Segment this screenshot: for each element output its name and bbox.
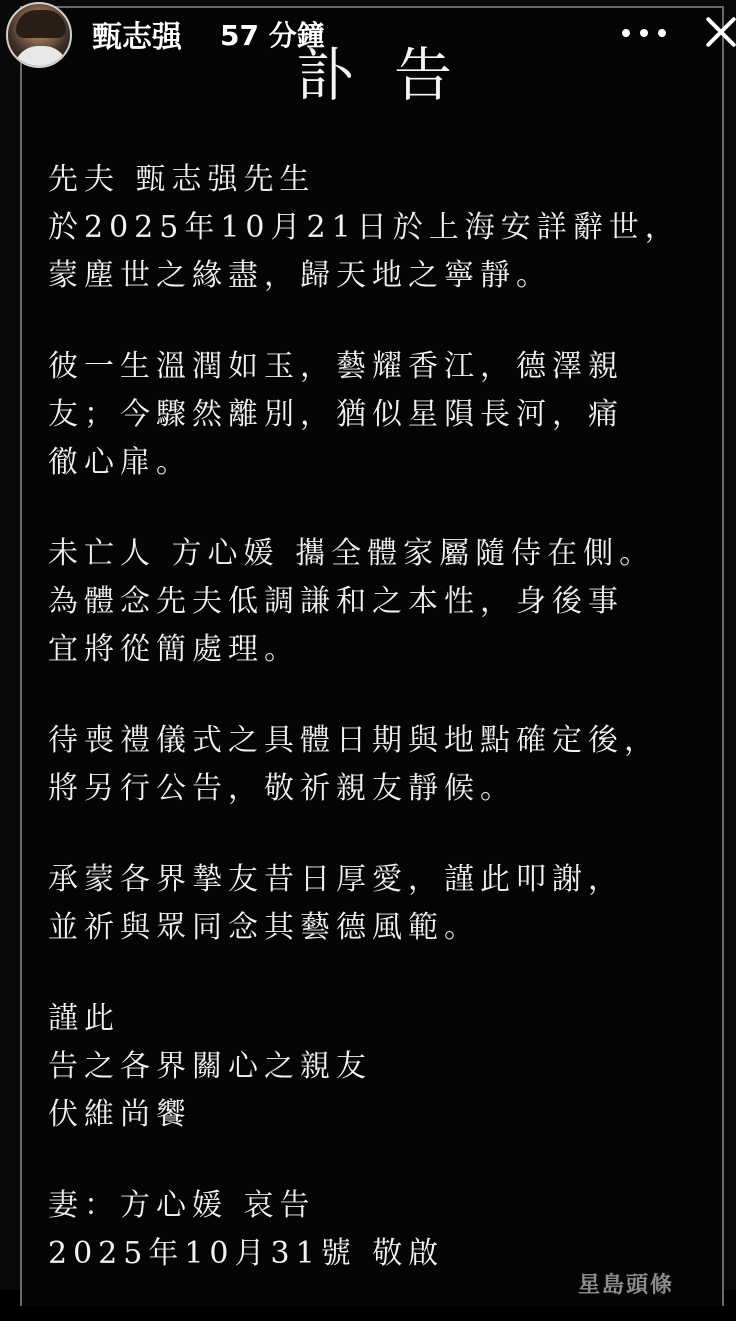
text-line: 妻：方心媛 哀告 xyxy=(48,1188,316,1223)
text-line: 徹心扉。 xyxy=(48,445,192,480)
close-icon[interactable] xyxy=(704,12,736,50)
text-line: 彼一生溫潤如玉，藝耀香江，德澤親 xyxy=(48,349,624,384)
text-line: 於2025年10月21日於上海安詳辭世， xyxy=(48,210,681,245)
text-line: 友；今驟然離別，猶似星隕長河，痛 xyxy=(48,397,624,432)
text-line: 謹此 xyxy=(48,1001,120,1036)
text-line: 2025年10月31號 敬啟 xyxy=(48,1236,445,1271)
post-time: 57 分鐘 xyxy=(220,19,325,52)
paragraph-5 xyxy=(48,856,708,952)
text-line: 宜將從簡處理。 xyxy=(48,632,300,667)
text-line: 蒙塵世之緣盡，歸天地之寧靜。 xyxy=(48,258,552,293)
text-line: 承蒙各界摯友昔日厚愛，謹此叩謝， xyxy=(48,862,624,897)
closing-block xyxy=(48,995,708,1139)
paragraph-1 xyxy=(48,156,708,300)
paragraph-2 xyxy=(48,343,708,487)
dot xyxy=(622,29,630,37)
obituary-notice xyxy=(20,6,724,1306)
text-line: 待喪禮儀式之具體日期與地點確定後， xyxy=(48,723,660,758)
signature-block xyxy=(48,1182,708,1278)
dot xyxy=(658,29,666,37)
text-line: 先夫 甄志强先生 xyxy=(48,162,316,197)
notice-title: 訃告 xyxy=(295,41,492,109)
story-header xyxy=(0,0,736,70)
text-line: 將另行公告，敬祈親友靜候。 xyxy=(48,771,516,806)
paragraph-3 xyxy=(48,530,708,674)
avatar-shirt xyxy=(14,46,68,68)
notice-body xyxy=(48,156,708,1321)
avatar-hair xyxy=(16,10,66,38)
avatar[interactable] xyxy=(6,2,72,68)
watermark: 星島頭條 xyxy=(578,1273,675,1298)
text-line: 並祈與眾同念其藝德風範。 xyxy=(48,910,480,945)
username[interactable]: 甄志强 xyxy=(92,20,182,55)
dot xyxy=(640,29,648,37)
text-line: 告之各界關心之親友 xyxy=(48,1049,372,1084)
paragraph-4 xyxy=(48,717,708,813)
text-line: 伏維尚饗 xyxy=(48,1097,192,1132)
text-line: 未亡人 方心媛 攜全體家屬隨侍在側。 xyxy=(48,536,656,571)
more-horizontal-icon[interactable] xyxy=(622,26,666,40)
text-line: 為體念先夫低調謙和之本性，身後事 xyxy=(48,584,624,619)
